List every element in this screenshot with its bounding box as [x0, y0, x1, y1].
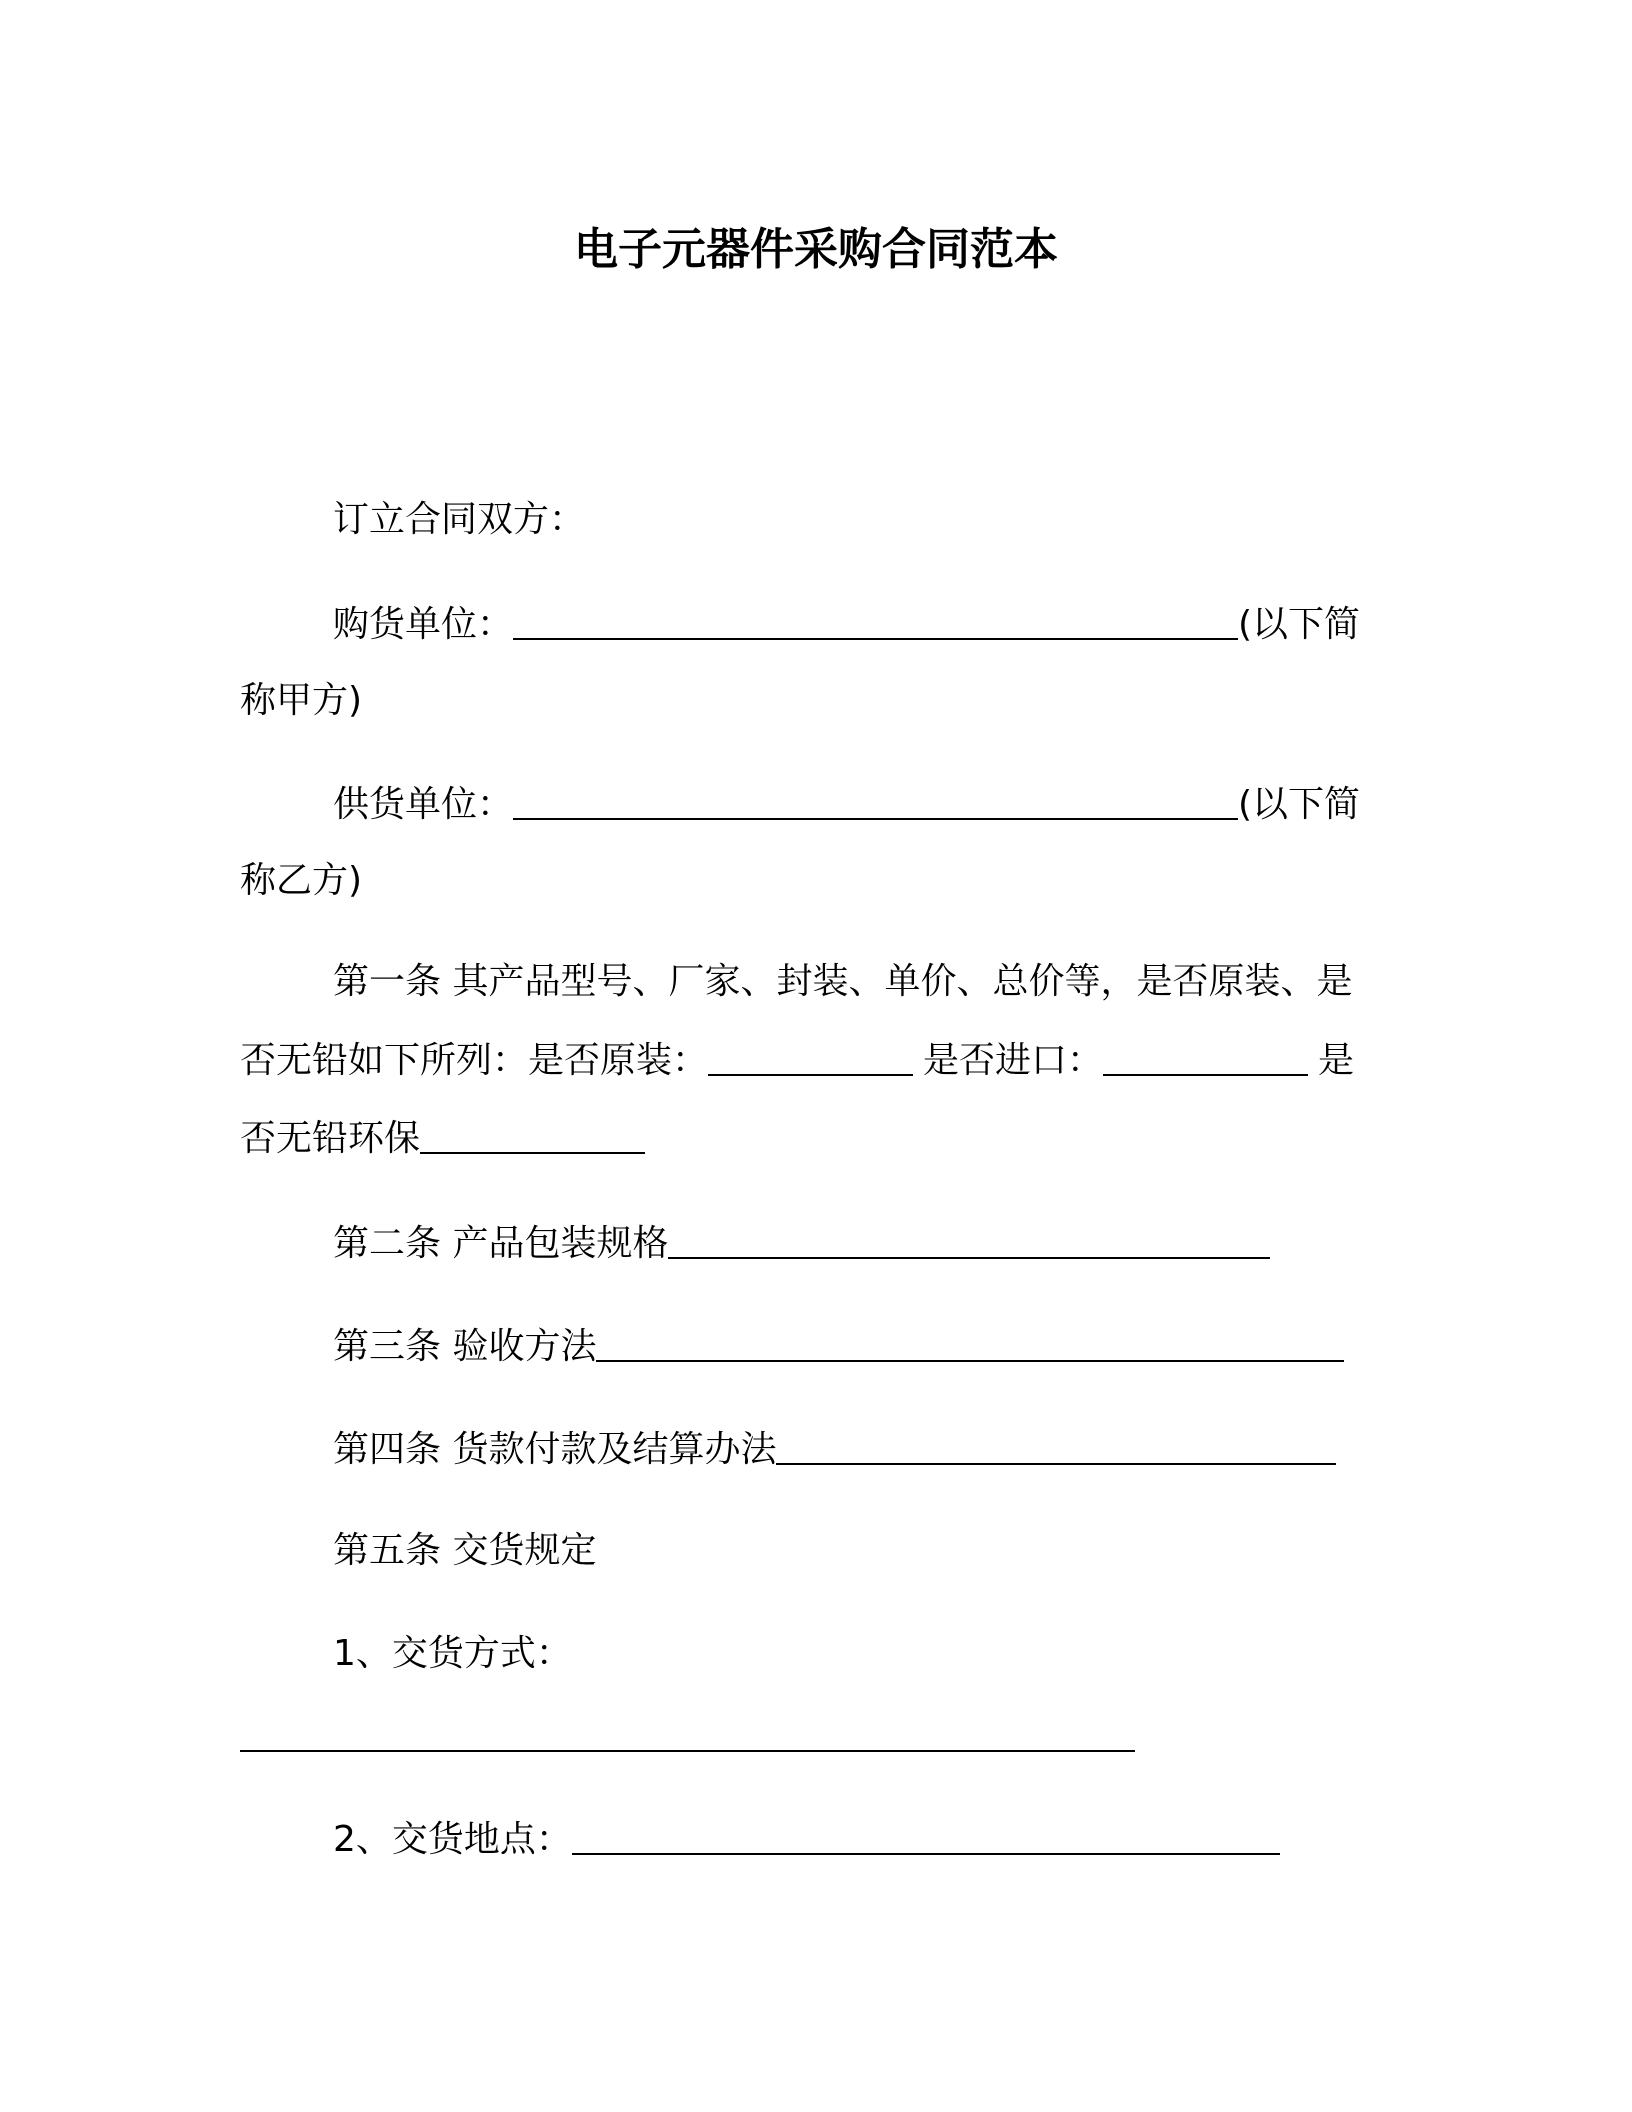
delivery-location-line	[333, 1813, 1280, 1865]
article1-line2	[240, 1034, 1354, 1086]
supplier-label: 供货单位：	[333, 784, 514, 825]
delivery-method-blank[interactable]	[240, 1714, 1135, 1752]
article1-line1: 第一条 其产品型号、厂家、封装、单价、总价等，是否原装、是	[333, 961, 1353, 1002]
buyer-suffix-continued: 称甲方)	[240, 680, 363, 721]
packaging-blank[interactable]	[668, 1221, 1270, 1259]
article1-line3	[240, 1112, 645, 1164]
article5-heading: 第五条 交货规定	[333, 1530, 597, 1571]
article3-line	[333, 1320, 1344, 1372]
delivery-method-line	[240, 1710, 1135, 1762]
buyer-suffix: (以下简	[1238, 604, 1361, 645]
article1-original-label: 否无铅如下所列：是否原装：	[240, 1040, 709, 1081]
import-blank[interactable]	[1103, 1038, 1308, 1076]
delivery-method-label: 1、交货方式：	[333, 1633, 572, 1674]
delivery-location-label: 2、交货地点：	[333, 1819, 572, 1860]
supplier-blank[interactable]	[513, 782, 1238, 820]
article3-label: 第三条 验收方法	[333, 1326, 597, 1367]
page-title: 电子元器件采购合同范本	[574, 224, 1058, 275]
article4-label: 第四条 货款付款及结算办法	[333, 1429, 777, 1470]
original-blank[interactable]	[708, 1038, 913, 1076]
buyer-blank[interactable]	[513, 602, 1238, 640]
payment-blank[interactable]	[776, 1427, 1336, 1465]
buyer-line	[333, 598, 1360, 650]
leadfree-blank[interactable]	[420, 1116, 645, 1154]
delivery-location-blank[interactable]	[572, 1817, 1280, 1855]
article1-line2-end: 是	[1318, 1040, 1355, 1081]
parties-heading: 订立合同双方：	[333, 499, 586, 540]
supplier-line	[333, 778, 1360, 830]
article2-line	[333, 1217, 1270, 1269]
article1-import-label: 是否进口：	[923, 1040, 1104, 1081]
inspection-blank[interactable]	[596, 1324, 1344, 1362]
buyer-label: 购货单位：	[333, 604, 514, 645]
article4-line	[333, 1423, 1336, 1475]
supplier-suffix-continued: 称乙方)	[240, 860, 363, 901]
article2-label: 第二条 产品包装规格	[333, 1223, 669, 1264]
article1-leadfree-label: 否无铅环保	[240, 1118, 421, 1159]
supplier-suffix: (以下简	[1238, 784, 1361, 825]
